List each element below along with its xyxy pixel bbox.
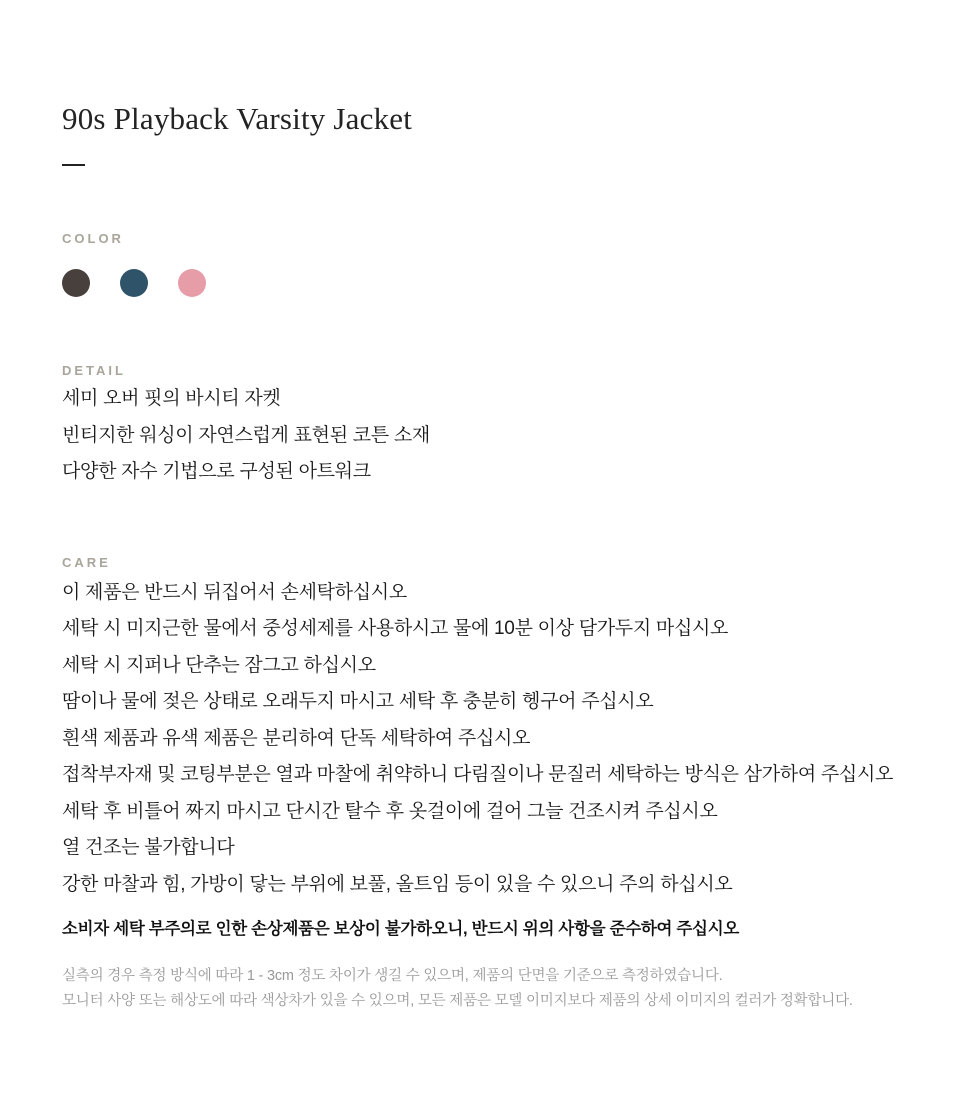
detail-lines (62, 381, 940, 491)
title-divider (62, 164, 85, 166)
care-line: 세탁 후 비틀어 짜지 마시고 단시간 탈수 후 옷걸이에 걸어 그늘 건조시켜 주십시오 (62, 800, 718, 822)
detail-line: 빈티지한 워싱이 자연스럽게 표현된 코튼 소재 (62, 424, 430, 446)
care-line: 세탁 시 지퍼나 단추는 잠그고 하십시오 (62, 654, 376, 676)
footer-note-color-accuracy: 모니터 사양 또는 해상도에 따라 색상차가 있을 수 있으며, 모든 제품은 모델 이미지보다 제품의 상세 이미지의 컬러가 정확합니다. (62, 993, 853, 1009)
color-swatch-row (62, 269, 940, 297)
care-section-label: CARE (62, 554, 111, 570)
care-warning-text: 소비자 세탁 부주의로 인한 손상제품은 보상이 불가하오니, 반드시 위의 사항을 준수하여 주십시오 (62, 920, 739, 938)
color-swatch-teal-navy[interactable] (120, 269, 148, 297)
care-line: 흰색 제품과 유색 제품은 분리하여 단독 세탁하여 주십시오 (62, 727, 531, 749)
detail-line: 다양한 자수 기법으로 구성된 아트워크 (62, 461, 371, 482)
care-lines (62, 575, 940, 904)
care-line: 열 건조는 불가합니다 (62, 837, 235, 858)
color-section-label: COLOR (62, 231, 124, 246)
care-line: 접착부자재 및 코팅부분은 열과 마찰에 취약하니 다림질이나 문질러 세탁하는 방식은 삼가하여 주십시오 (62, 764, 894, 785)
footer-notes (62, 964, 940, 1014)
care-line: 강한 마찰과 힘, 가방이 닿는 부위에 보풀, 올트임 등이 있을 수 있으니 주의 하십시오 (62, 873, 733, 895)
care-line: 세탁 시 미지근한 물에서 중성세제를 사용하시고 물에 10분 이상 담가두지 마십시오 (62, 618, 729, 639)
detail-section-label: DETAIL (62, 363, 126, 378)
color-swatch-pink[interactable] (178, 269, 206, 297)
product-title: 90s Playback Varsity Jacket (62, 101, 413, 136)
footer-note-measurement: 실측의 경우 측정 방식에 따라 1 - 3cm 정도 차이가 생길 수 있으며, 제품의 단면을 기준으로 측정하였습니다. (62, 968, 723, 984)
care-line: 땀이나 물에 젖은 상태로 오래두지 마시고 세탁 후 충분히 헹구어 주십시오 (62, 691, 654, 712)
color-swatch-dark-brown[interactable] (62, 269, 90, 297)
care-line: 이 제품은 반드시 뒤집어서 손세탁하십시오 (62, 581, 407, 603)
detail-line: 세미 오버 핏의 바시티 자켓 (62, 388, 281, 409)
